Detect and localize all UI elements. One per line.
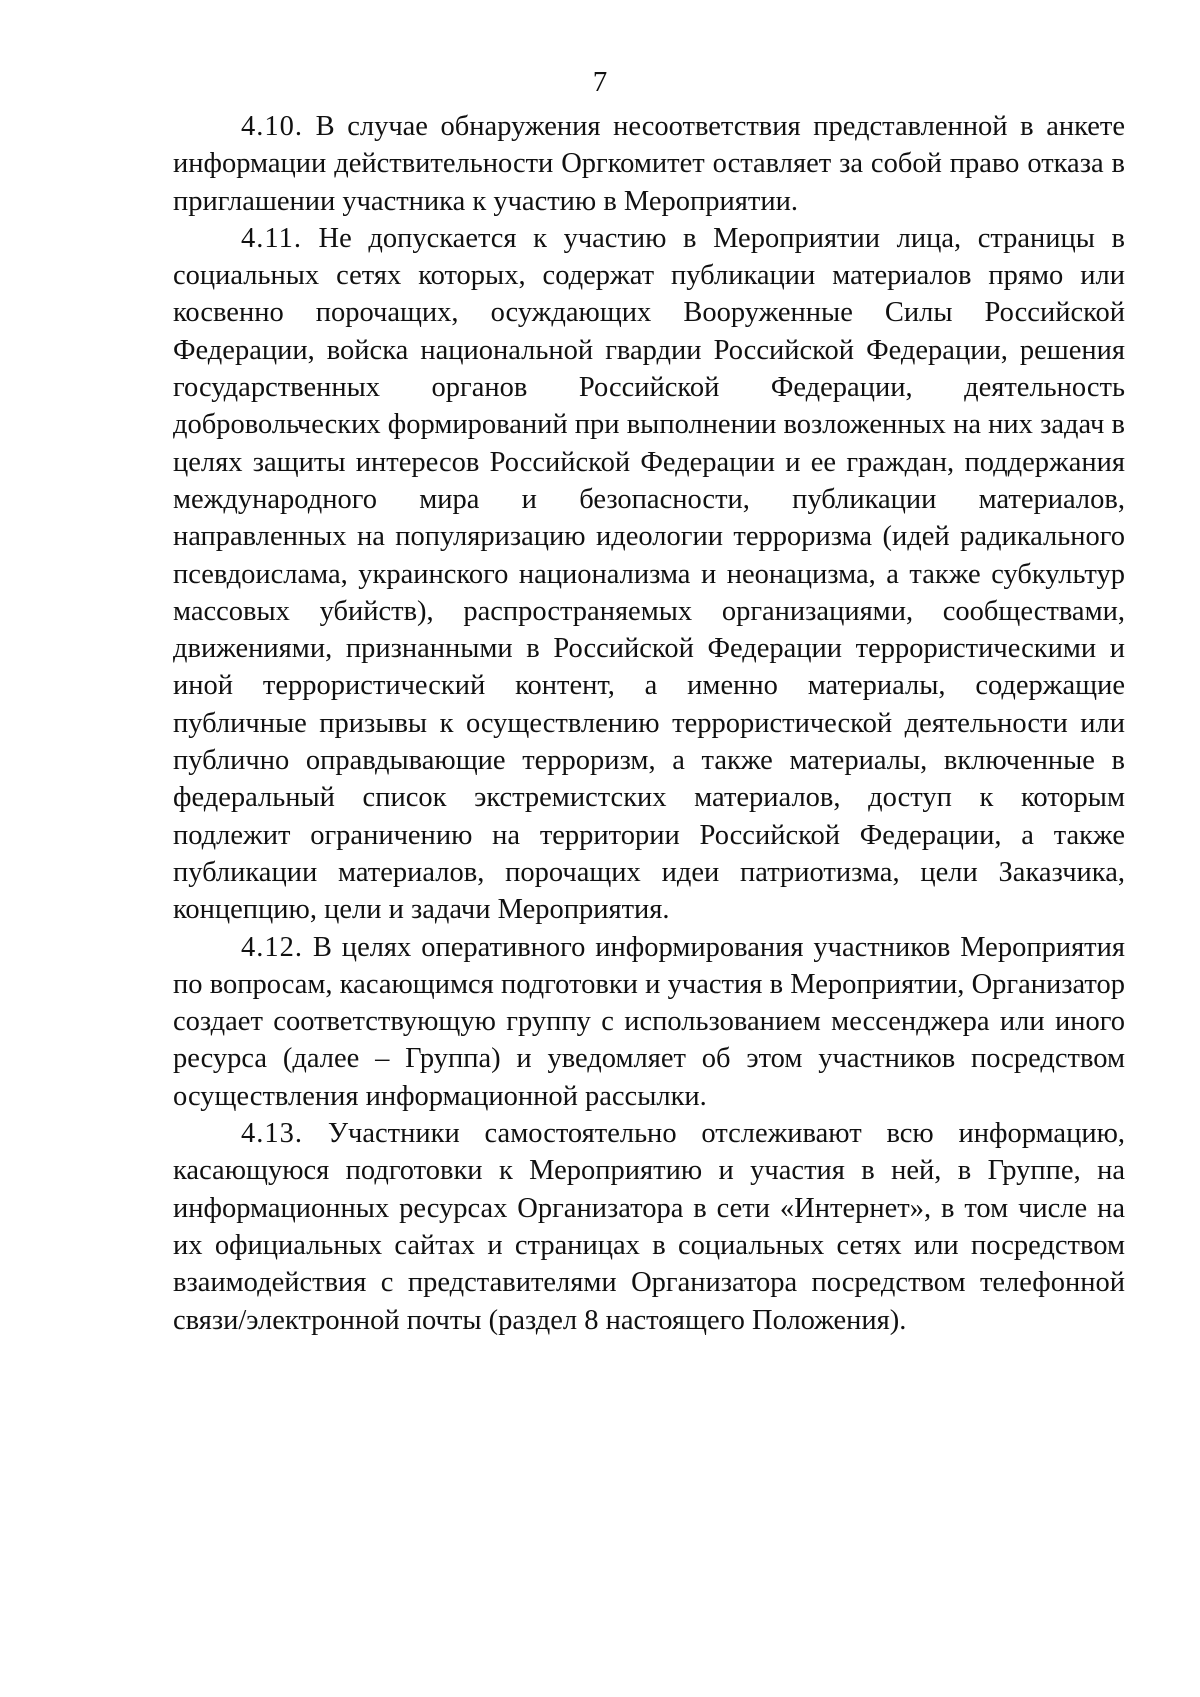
clause-number: 4.13. xyxy=(241,1118,303,1150)
clause-text: Участники самостоятельно отслеживают всю информацию, касающуюся подготовки к Мероприятию и участия в ней, в Группе, на информационных ресурсах Организатора в сети «Интернет», в том числе на их официальных сайтах и страницах в социальных сетях или посредством взаимодействия с представителями Организатора посредством телефонной связи/электронной почты (раздел 8 настоящего Положения). xyxy=(173,1118,1125,1336)
clause-4-13 xyxy=(173,1115,1125,1339)
clause-text: В случае обнаружения несоответствия представленной в анкете информации действительности Оргкомитет оставляет за собой право отказа в приглашении участника к участию в Мероприятии. xyxy=(173,111,1125,217)
clause-number: 4.11. xyxy=(241,222,302,254)
clause-4-10 xyxy=(173,108,1125,220)
page-number: 7 xyxy=(592,66,608,98)
clause-text: Не допускается к участию в Мероприятии лица, страницы в социальных сетях которых, содержат публикации материалов прямо или косвенно порочащих, осуждающих Вооруженные Силы Российской Федерации, войска национальной гвардии Российской Федерации, решения государственных органов Российской Федерации, деятельность добровольческих формирований при выполнении возложенных на них задач в целях защиты интересов Российской Федерации и ее граждан, поддержания международного мира и безопасности, публикации материалов, направленных на популяризацию идеологии терроризма (идей радикального псевдоислама, украинского национализма и неонацизма, а также субкультур массовых убийств), распространяемых организациями, сообществами, движениями, признанными в Российской Федерации террористическими и иной террористический контент, а именно материалы, содержащие публичные призывы к осуществлению террористической деятельности или публично оправдывающие терроризм, а также материалы, включенные в федеральный список экстремистских материалов, доступ к которым подлежит ограничению на территории Российской Федерации, а также публикации материалов, порочащих идеи патриотизма, цели Заказчика, концепцию, цели и задачи Мероприятия. xyxy=(173,222,1125,926)
clause-number: 4.10. xyxy=(241,111,303,142)
clause-number: 4.12. xyxy=(241,931,303,963)
clause-4-11 xyxy=(173,220,1125,929)
clause-text: В целях оперативного информирования участников Мероприятия по вопросам, касающимся подготовки и участия в Мероприятии, Организатор создает соответствующую группу с использованием мессенджера или иного ресурса (далее – Группа) и уведомляет об этом участников посредством осуществления информационной рассылки. xyxy=(173,931,1125,1112)
document-body xyxy=(173,108,1125,1339)
clause-4-12 xyxy=(173,929,1125,1115)
